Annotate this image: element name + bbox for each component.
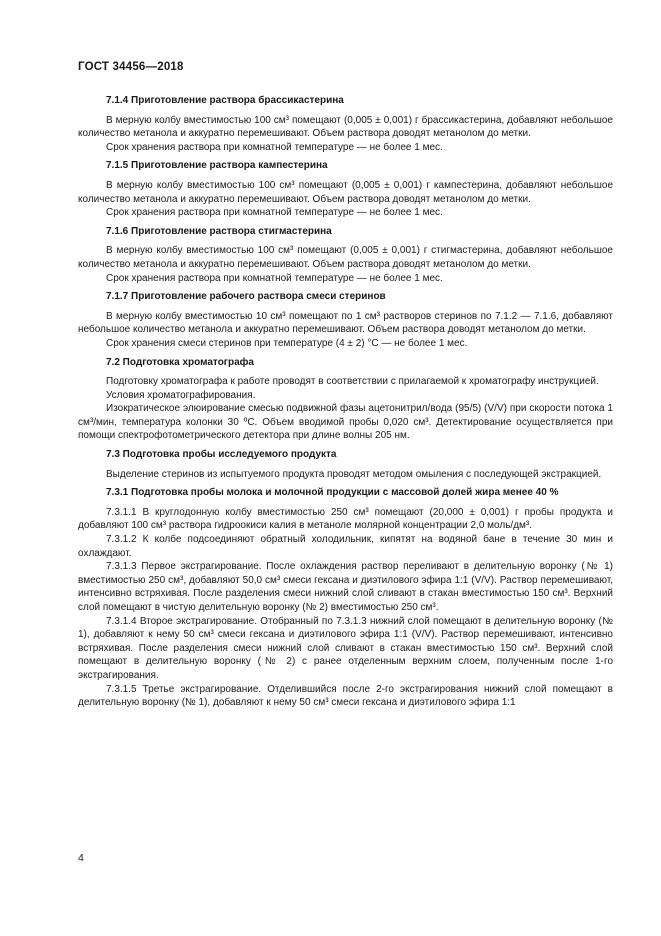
paragraph: Срок хранения раствора при комнатной температуре — не более 1 мес. bbox=[106, 141, 443, 153]
section-heading: 7.1.4 Приготовление раствора брассикастерина bbox=[106, 95, 344, 106]
paragraph: 7.3.1.5 Третье экстрагирование. Отделившийся после 2-го экстрагирования нижний слой помещают в делительную воронку (№ 1), добавляют к нему 50 см³ смеси гексана и диэтилового эфира 1:1 bbox=[78, 683, 613, 709]
paragraph: Подготовку хроматографа к работе проводят в соответствии с прилагаемой к хроматографу инструкцией. bbox=[106, 376, 599, 388]
document-header: ГОСТ 34456—2018 bbox=[78, 61, 184, 73]
paragraph: 7.3.1.4 Второе экстрагирование. Отобранный по 7.3.1.3 нижний слой помещают в делительную воронку (№ 1), добавляют к нему 50 см³ смеси гексана и диэтилового эфира 1:1 (V/V). Раствор перемешивают, интенсивно встряхивая. После разделения смеси нижний слой сливают в стакан вместимостью 150 см³. Верхний слой помещают в делительную воронку (№ 2) с ранее отделенным верхним слоем, полученным после 1-го экстрагирования. bbox=[78, 615, 613, 681]
paragraph: 7.3.1.3 Первое экстрагирование. После охлаждения раствор переливают в делительную воронку (№ 1) вместимостью 250 см³, добавляют 50,0 см³ смеси гексана и диэтилового эфира 1:1 (V/V). Раствор перемешивают, интенсивно встряхивая. После разделения смеси нижний слой сливают в стакан вместимостью 150 см³. Верхний слой помещают в чистую делительную воронку (№ 2) вместимостью 250 см³. bbox=[78, 561, 613, 613]
paragraph: Срок хранения раствора при комнатной температуре — не более 1 мес. bbox=[106, 272, 443, 284]
paragraph: В мерную колбу вместимостью 100 см³ помещают (0,005 ± 0,001) г кампестерина, добавляют небольшое количество метанола и аккуратно перемешивают. Объем раствора доводят метанолом до метки. bbox=[78, 179, 613, 205]
paragraph: Срок хранения смеси стеринов при температуре (4 ± 2) °С — не более 1 мес. bbox=[106, 337, 468, 349]
document-body bbox=[78, 94, 613, 710]
section-heading: 7.2 Подготовка хроматографа bbox=[106, 356, 254, 368]
section-heading: 7.1.6 Приготовление раствора стигмастерина bbox=[106, 225, 332, 237]
paragraph: 7.3.1.2 К колбе подсоединяют обратный холодильник, кипятят на водяной бане в течение 30 мин и охлаждают. bbox=[78, 534, 613, 559]
paragraph: Условия хроматографирования. bbox=[106, 389, 256, 401]
section-heading: 7.1.7 Приготовление рабочего раствора смеси стеринов bbox=[106, 291, 386, 303]
section-heading: 7.1.5 Приготовление раствора кампестерина bbox=[106, 160, 328, 172]
paragraph: Срок хранения раствора при комнатной температуре — не более 1 мес. bbox=[106, 207, 443, 219]
paragraph: Изократическое элюирование смесью подвижной фазы ацетонитрил/вода (95/5) (V/V) при скорости потока 1 см³/мин, температура колонки 30 ºС. Объем вводимой пробы 0,020 см³. Детектирование осуществляется при помощи спектрофотометрического детектора при длине волны 205 нм. bbox=[78, 403, 613, 442]
section-heading: 7.3.1 Подготовка пробы молока и молочной продукции с массовой долей жира менее 40 % bbox=[106, 487, 559, 499]
paragraph: В мерную колбу вместимостью 100 см³ помещают (0,005 ± 0,001) г брассикастерина, добавляют небольшое количество метанола и аккуратно перемешивают. Объем раствора доводят метанолом до метки. bbox=[78, 114, 613, 140]
paragraph: В мерную колбу вместимостью 100 см³ помещают (0,005 ± 0,001) г стигмастерина, добавляют небольшое количество метанола и аккуратно перемешивают. Объем раствора доводят метанолом до метки. bbox=[78, 245, 613, 270]
page-number: 4 bbox=[78, 852, 84, 864]
paragraph: В мерную колбу вместимостью 10 см³ помещают по 1 см³ растворов стеринов по 7.1.2 — 7.1.6, добавляют небольшое количество метанола и аккуратно перемешивают. Объем раствора доводят метанолом до метки. bbox=[78, 310, 613, 336]
section-heading: 7.3 Подготовка пробы исследуемого продукта bbox=[106, 449, 337, 461]
paragraph: 7.3.1.1 В круглодонную колбу вместимостью 250 см³ помещают (20,000 ± 0,001) г пробы продукта и добавляют 100 см³ раствора гидроокиси калия в метаноле молярной концентрации 2,0 моль/дм³. bbox=[78, 506, 613, 532]
paragraph: Выделение стеринов из испытуемого продукта проводят методом омыления с последующей экстракцией. bbox=[106, 468, 602, 480]
